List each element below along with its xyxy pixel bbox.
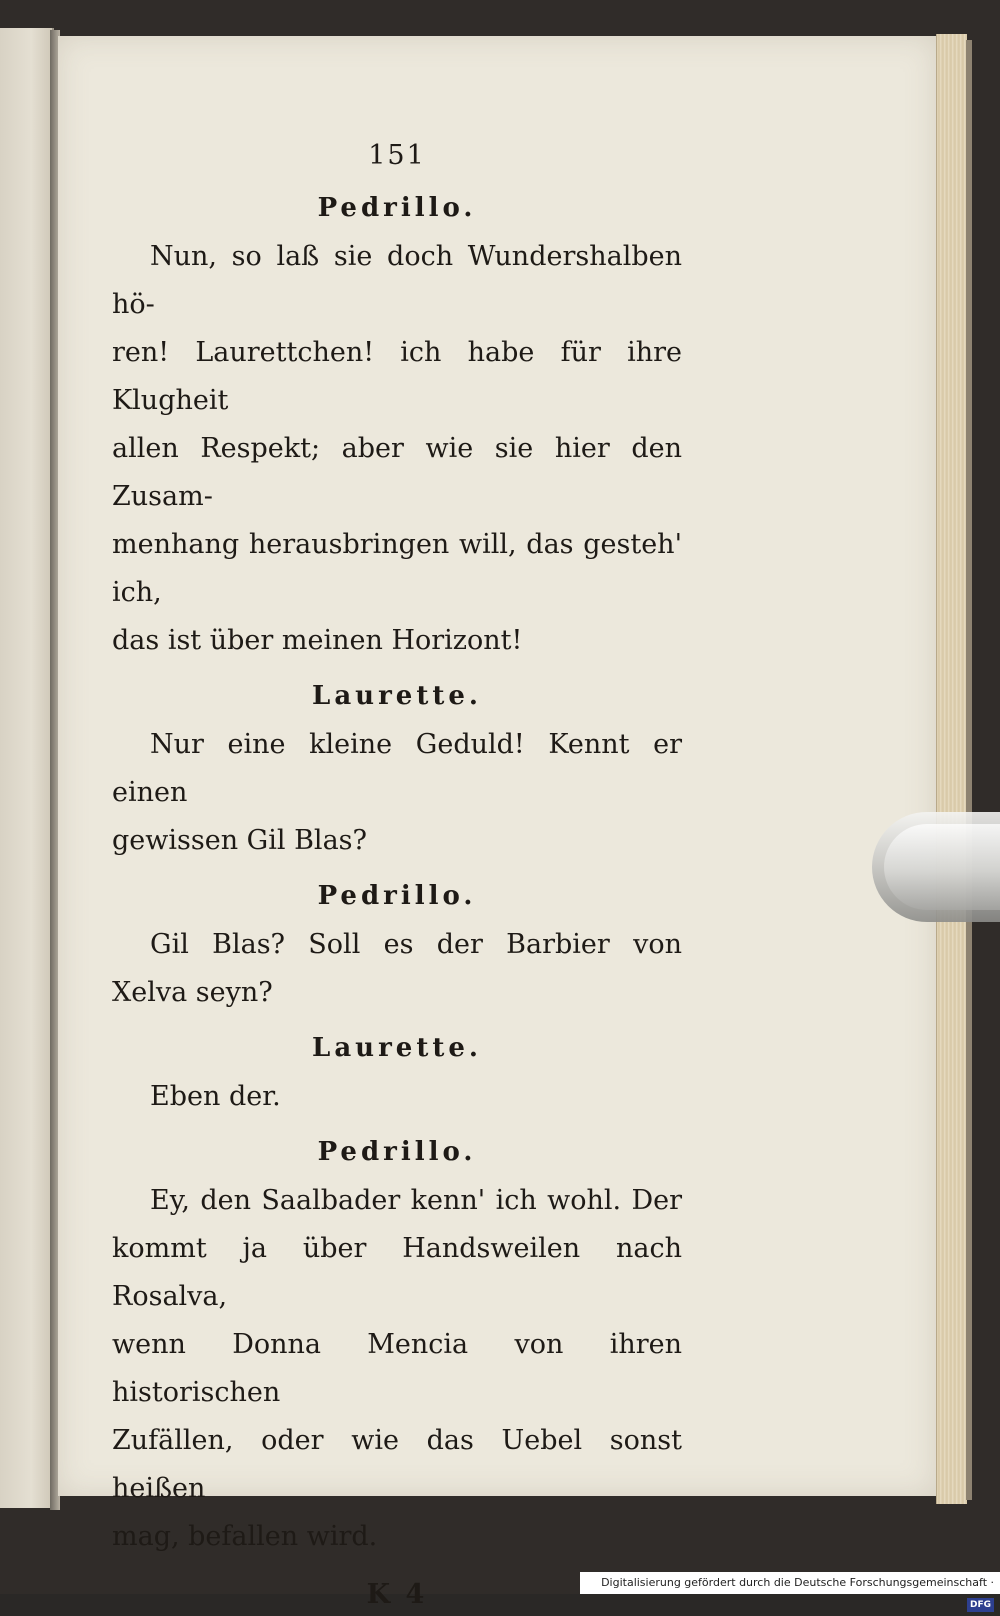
speech-line: menhang herausbringen will, das gesteh' ich, [112, 529, 682, 608]
speech-line: das ist über meinen Horizont! [112, 625, 523, 656]
page-number: 151 [368, 140, 426, 171]
dialogue-block-5 [112, 1137, 682, 1561]
speech-text [112, 1177, 682, 1561]
speech-line: Ey, den Saalbader kenn' ich wohl. Der [150, 1185, 682, 1216]
speech-line: wenn Donna Mencia von ihren historischen [112, 1329, 682, 1408]
speech-line: Xelva seyn? [112, 977, 273, 1008]
speaker-name: Laurette. [312, 1033, 482, 1063]
dialogue-block-3 [112, 881, 682, 1017]
speech-line: Nur eine kleine Geduld! Kennt er einen [112, 729, 682, 808]
digitization-credit [580, 1572, 1000, 1610]
speech-text [112, 721, 682, 865]
catchword-signature: K 4 [366, 1579, 428, 1610]
speech-line: Zufällen, oder wie das Uebel sonst heißen [112, 1425, 682, 1504]
speech-line: ren! Laurettchen! ich habe für ihre Klugheit [112, 337, 682, 416]
speech-line: mag, befallen wird. [112, 1521, 378, 1552]
speech-text [112, 233, 682, 665]
speaker-name: Pedrillo. [317, 881, 477, 911]
speech-line: Nun, so laß sie doch Wundershalben hö- [112, 241, 682, 320]
speech-line: allen Respekt; aber wie sie hier den Zusam- [112, 433, 682, 512]
dialogue-block-1 [112, 193, 682, 665]
dfg-logo-badge: DFG [967, 1598, 994, 1612]
speaker-name: Pedrillo. [317, 193, 477, 223]
speech-line: Eben der. [150, 1081, 281, 1112]
page-fore-edge [936, 34, 967, 1504]
speech-text [112, 1073, 682, 1121]
speaker-name: Laurette. [312, 681, 482, 711]
dialogue-block-2 [112, 681, 682, 865]
speech-text [112, 921, 682, 1017]
page-clip-highlight [884, 824, 1000, 910]
left-page-edge [0, 28, 54, 1508]
speaker-name: Pedrillo. [317, 1137, 477, 1167]
speech-line: kommt ja über Handsweilen nach Rosalva, [112, 1233, 682, 1312]
dialogue-block-4 [112, 1033, 682, 1121]
speech-line: gewissen Gil Blas? [112, 825, 367, 856]
speech-line: Gil Blas? Soll es der Barbier von [150, 929, 682, 960]
page-text [112, 140, 682, 1610]
page-fore-edge-shadow [966, 40, 972, 1500]
credit-text: Digitalisierung gefördert durch die Deutsche Forschungsgemeinschaft · [601, 1576, 994, 1589]
